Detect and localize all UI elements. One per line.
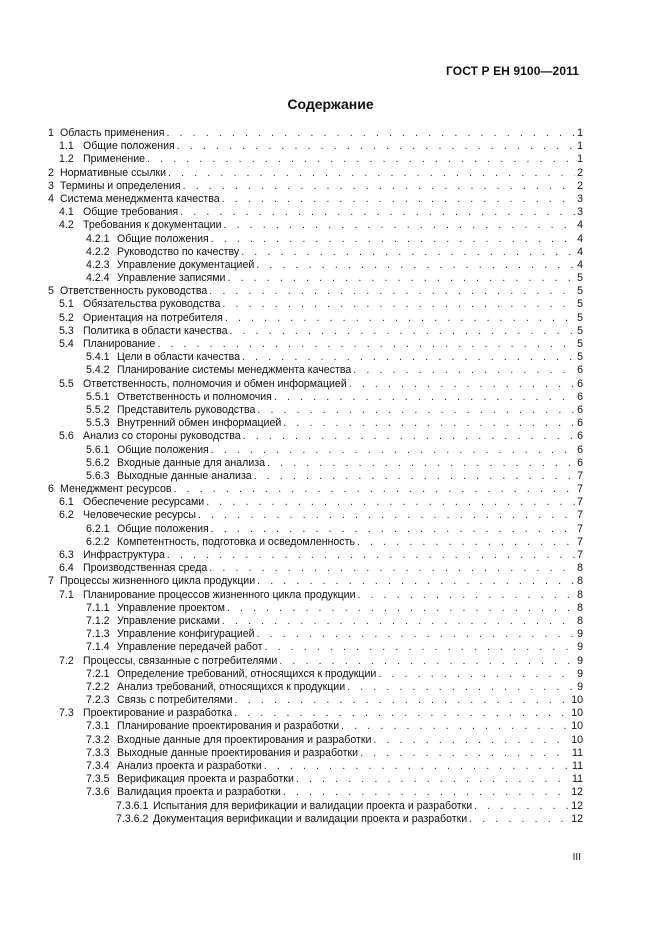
toc-entry-number: 6.4 [59, 562, 74, 575]
dot-leader [283, 417, 575, 430]
dot-leader [265, 641, 576, 654]
dot-leader [256, 259, 575, 272]
toc-entry-title: Планирование [83, 338, 156, 350]
toc-entry-title: Общие положения [117, 443, 209, 456]
toc-entry-number: 5.4 [59, 338, 74, 350]
toc-entry-number: 5 [48, 285, 54, 298]
dot-leader [167, 549, 575, 562]
toc-entry-page: 7 [577, 549, 583, 561]
toc-entry-title: Применение [83, 153, 146, 166]
toc-entry-page: 5 [577, 311, 583, 324]
dot-leader [378, 668, 575, 681]
toc-entry[interactable] [48, 193, 583, 206]
dot-leader [177, 140, 575, 153]
toc-entry-number: 4.1 [59, 206, 74, 219]
toc-entry-page: 8 [577, 588, 583, 601]
toc-entry-page: 6 [577, 403, 583, 416]
toc-entry-number: 7.3.4 [86, 760, 110, 772]
toc-entry[interactable] [48, 127, 583, 140]
toc-entry-number: 6.2.1 [86, 522, 110, 535]
dot-leader [347, 681, 575, 694]
toc-entry[interactable] [48, 589, 583, 602]
toc-entry[interactable] [48, 602, 583, 615]
dot-leader [227, 602, 575, 615]
toc-entry[interactable] [48, 536, 583, 549]
table-of-contents [48, 127, 583, 826]
toc-entry-title: Испытания для верификации и валидации проекта и разработки [153, 799, 473, 812]
dot-leader [357, 536, 575, 549]
toc-entry-page: 4 [577, 232, 583, 245]
dot-leader [183, 180, 575, 193]
toc-entry[interactable] [48, 338, 583, 351]
toc-entry[interactable] [48, 681, 583, 694]
dot-leader [222, 193, 575, 206]
toc-entry-page: 5 [577, 285, 583, 298]
dot-leader [349, 378, 575, 391]
toc-entry-title: Процессы, связанные с потребителями [83, 654, 278, 667]
toc-entry-page: 4 [577, 245, 583, 258]
toc-entry-page: 8 [577, 601, 583, 614]
toc-entry-number: 7.3.6 [86, 786, 110, 799]
dot-leader [264, 760, 570, 773]
dot-leader [296, 773, 570, 786]
toc-entry-page: 7 [577, 522, 583, 535]
toc-entry[interactable] [48, 364, 583, 377]
toc-entry-page: 11 [572, 746, 583, 759]
toc-entry-title: Общие положения [117, 232, 209, 245]
toc-entry-number: 7.3 [59, 707, 74, 720]
toc-entry-page: 2 [577, 166, 583, 179]
toc-entry-number: 7.2.1 [86, 667, 110, 680]
toc-entry-number: 5.1 [59, 298, 74, 311]
document-code: ГОСТ Р ЕН 9100—2011 [446, 64, 579, 78]
toc-entry[interactable] [48, 720, 583, 733]
toc-entry[interactable] [48, 167, 583, 180]
toc-entry-number: 6.2.2 [86, 535, 110, 548]
dot-leader [283, 786, 569, 799]
toc-entry-page: 6 [577, 443, 583, 456]
toc-entry[interactable] [48, 549, 583, 562]
toc-entry-title: Верификация проекта и разработки [117, 773, 294, 786]
toc-entry-number: 7.3.3 [86, 746, 110, 759]
toc-entry-page: 12 [571, 799, 583, 812]
toc-entry-number: 7 [48, 575, 54, 588]
dot-leader [469, 813, 569, 826]
toc-entry[interactable] [48, 259, 583, 272]
toc-entry[interactable] [48, 417, 583, 430]
dot-leader [257, 575, 575, 588]
toc-entry-page: 4 [577, 258, 583, 271]
toc-entry-page: 9 [577, 667, 583, 680]
toc-entry[interactable] [48, 575, 583, 588]
dot-leader [235, 694, 569, 707]
toc-entry-number: 7.3.2 [86, 733, 110, 746]
toc-entry-page: 8 [577, 614, 583, 627]
toc-entry[interactable] [48, 773, 583, 786]
dot-leader [209, 562, 575, 575]
toc-entry-page: 6 [577, 430, 583, 443]
toc-entry-title: Требования к документации [83, 219, 222, 232]
toc-entry[interactable] [48, 180, 583, 193]
toc-entry-page: 12 [571, 786, 583, 799]
toc-entry-title: Менеджмент ресурсов [60, 483, 172, 496]
dot-leader [257, 404, 575, 417]
toc-entry-number: 4.2.3 [86, 258, 110, 271]
toc-entry[interactable] [48, 641, 583, 654]
toc-entry-page: 10 [571, 720, 583, 733]
toc-entry-number: 5.2 [59, 311, 74, 324]
toc-entry-number: 6.3 [59, 549, 74, 561]
toc-entry-number: 6.1 [59, 496, 74, 509]
toc-entry-page: 6 [577, 390, 583, 403]
toc-entry-page: 10 [571, 733, 583, 746]
toc-entry-title: Процессы жизненного цикла продукции [60, 575, 256, 588]
dot-leader [211, 523, 575, 536]
toc-entry[interactable] [48, 707, 583, 720]
toc-entry[interactable] [48, 786, 583, 799]
toc-entry-title: Система менеджмента качества [60, 192, 220, 205]
toc-entry[interactable] [48, 219, 583, 232]
toc-entry-number: 1.2 [59, 153, 74, 166]
dot-leader [209, 285, 575, 298]
toc-entry-title: Управление записями [117, 272, 226, 285]
toc-entry-page: 5 [577, 298, 583, 311]
toc-entry-number: 4.2.2 [86, 245, 110, 258]
dot-leader [211, 444, 575, 457]
toc-entry[interactable] [48, 483, 583, 496]
toc-entry[interactable] [48, 562, 583, 575]
toc-entry[interactable] [48, 391, 583, 404]
toc-entry-title: Входные данные для проектирования и разработки [117, 733, 372, 746]
toc-entry-page: 5 [577, 324, 583, 337]
toc-entry-number: 5.4.2 [86, 364, 110, 377]
toc-entry-page: 9 [577, 641, 583, 654]
toc-entry-number: 5.5.1 [86, 390, 110, 403]
toc-entry[interactable] [48, 615, 583, 628]
dot-leader [279, 655, 575, 668]
toc-entry-number: 7.3.5 [86, 773, 110, 786]
toc-entry-page: 5 [577, 351, 583, 364]
dot-leader [267, 457, 575, 470]
dot-leader [223, 219, 575, 232]
dot-leader [353, 364, 575, 377]
toc-entry-title: Внутренний обмен информацией [117, 417, 282, 430]
toc-entry-title: Обеспечение ресурсами [83, 496, 205, 509]
toc-entry-number: 5.3 [59, 324, 74, 337]
toc-entry-title: Документация верификации и валидации проекта и разработки [153, 812, 468, 825]
toc-entry-number: 5.5.3 [86, 417, 110, 430]
toc-entry-page: 6 [577, 377, 583, 390]
toc-title: Содержание [287, 96, 374, 112]
toc-entry-page: 6 [577, 456, 583, 469]
toc-entry-number: 5.4.1 [86, 351, 110, 364]
toc-entry-title: Термины и определения [60, 179, 181, 192]
toc-entry[interactable] [48, 312, 583, 325]
toc-entry-number: 3 [48, 179, 54, 192]
toc-entry-title: Ответственность и полномочия [117, 390, 272, 403]
toc-entry-page: 1 [577, 127, 583, 139]
toc-entry-number: 4.2 [59, 219, 74, 232]
toc-entry-number: 5.5.2 [86, 403, 110, 416]
toc-entry-title: Анализ требований, относящихся к продукции [117, 680, 346, 693]
toc-entry-page: 11 [572, 773, 583, 786]
toc-entry-number: 5.6.1 [86, 443, 110, 456]
toc-entry[interactable] [48, 694, 583, 707]
toc-entry[interactable] [48, 378, 583, 391]
toc-entry-number: 5.6.2 [86, 456, 110, 469]
toc-entry[interactable] [48, 233, 583, 246]
toc-entry-number: 2 [48, 166, 54, 179]
toc-entry-number: 7.3.6.1 [116, 799, 149, 812]
toc-entry-page: 7 [577, 496, 583, 509]
toc-entry-page: 9 [577, 628, 583, 641]
dot-leader [243, 430, 575, 443]
toc-entry-number: 7.1 [59, 588, 74, 601]
toc-entry-number: 7.2.3 [86, 694, 110, 707]
toc-entry-title: Управление рисками [117, 614, 220, 627]
toc-entry-page: 5 [577, 272, 583, 285]
toc-entry-number: 5.6.3 [86, 469, 110, 482]
toc-entry-page: 1 [577, 153, 583, 166]
toc-entry[interactable] [48, 404, 583, 417]
toc-entry-title: Область применения [60, 127, 165, 139]
toc-entry-title: Управление передачей работ [117, 641, 263, 654]
dot-leader [373, 734, 569, 747]
toc-entry-title: Общие положения [83, 140, 175, 153]
toc-entry-title: Проектирование и разработка [83, 707, 233, 720]
toc-entry-number: 7.1.4 [86, 641, 110, 654]
toc-entry-number: 5.5 [59, 377, 74, 390]
toc-entry-number: 7.3.6.2 [116, 812, 149, 825]
dot-leader [274, 391, 575, 404]
toc-entry-number: 4 [48, 192, 54, 205]
toc-entry-title: Политика в области качества [83, 324, 228, 337]
toc-entry-title: Человеческие ресурсы [83, 509, 196, 522]
toc-entry[interactable] [48, 523, 583, 536]
toc-entry-title: Управление конфигурацией [117, 628, 255, 641]
toc-entry-title: Определение требований, относящихся к продукции [117, 667, 377, 680]
toc-entry-page: 9 [577, 680, 583, 693]
toc-entry-page: 2 [577, 179, 583, 192]
toc-entry-number: 4.2.1 [86, 232, 110, 245]
toc-entry-number: 6.2 [59, 509, 74, 522]
dot-leader [341, 720, 569, 733]
toc-entry-number: 7.2.2 [86, 680, 110, 693]
toc-entry-title: Инфраструктура [83, 549, 165, 561]
toc-entry[interactable] [48, 206, 583, 219]
toc-entry[interactable] [48, 760, 583, 773]
toc-entry-title: Планирование системы менеджмента качества [117, 364, 352, 377]
toc-entry-page: 1 [577, 140, 583, 153]
toc-entry-number: 7.1.2 [86, 614, 110, 627]
toc-entry[interactable] [48, 153, 583, 166]
toc-entry[interactable] [48, 655, 583, 668]
toc-entry-page: 7 [577, 469, 583, 482]
toc-entry-title: Входные данные для анализа [117, 456, 266, 469]
toc-entry-title: Выходные данные анализа [117, 469, 252, 482]
toc-entry-title: Выходные данные проектирования и разработки [117, 746, 359, 759]
toc-entry-title: Нормативные ссылки [60, 166, 167, 179]
dot-leader [254, 470, 575, 483]
toc-entry-title: Управление проектом [117, 601, 225, 614]
toc-entry[interactable] [48, 351, 583, 364]
toc-entry-number: 7.1.3 [86, 628, 110, 641]
toc-entry-number: 7.3.1 [86, 720, 110, 733]
toc-entry-page: 11 [572, 760, 583, 772]
toc-entry[interactable] [48, 272, 583, 285]
dot-leader [225, 312, 575, 325]
toc-entry-page: 4 [577, 219, 583, 232]
dot-leader [360, 747, 570, 760]
toc-entry-title: Управление документацией [117, 258, 255, 271]
toc-entry-number: 7.1.1 [86, 601, 110, 614]
dot-leader [241, 246, 575, 259]
dot-leader [180, 206, 575, 219]
toc-entry[interactable] [48, 246, 583, 259]
dot-leader [206, 496, 575, 509]
dot-leader [234, 707, 569, 720]
toc-entry[interactable] [48, 444, 583, 457]
toc-entry-title: Обязательства руководства [83, 298, 221, 311]
dot-leader [257, 628, 576, 641]
dot-leader [147, 153, 575, 166]
toc-entry-title: Ответственность, полномочия и обмен информацией [83, 377, 347, 390]
toc-entry-page: 7 [577, 535, 583, 548]
toc-entry-page: 6 [577, 364, 583, 377]
toc-entry[interactable] [48, 457, 583, 470]
toc-entry-title: Планирование проектирования и разработки [117, 720, 340, 733]
toc-entry-title: Цели в области качества [117, 351, 241, 364]
toc-entry-title: Планирование процессов жизненного цикла продукции [83, 588, 356, 601]
toc-entry-page: 10 [571, 694, 583, 707]
toc-entry-page: 8 [577, 575, 583, 588]
toc-entry[interactable] [48, 800, 583, 813]
toc-entry[interactable] [48, 668, 583, 681]
toc-entry-page: 9 [577, 654, 583, 667]
toc-entry-title: Валидация проекта и разработки [117, 786, 281, 799]
dot-leader [474, 800, 569, 813]
toc-entry-number: 7.2 [59, 654, 74, 667]
toc-entry-page: 6 [577, 417, 583, 430]
toc-entry-title: Связь с потребителями [117, 694, 233, 707]
toc-entry-title: Компетентность, подготовка и осведомленность [117, 535, 355, 548]
toc-entry[interactable] [48, 496, 583, 509]
dot-leader [198, 509, 575, 522]
dot-leader [166, 127, 575, 140]
toc-entry[interactable] [48, 285, 583, 298]
toc-entry-title: Руководство по качеству [117, 245, 240, 258]
toc-entry-number: 1.1 [59, 140, 74, 153]
dot-leader [168, 167, 575, 180]
toc-entry[interactable] [48, 470, 583, 483]
toc-entry-title: Производственная среда [83, 562, 208, 575]
dot-leader [242, 351, 575, 364]
dot-leader [222, 298, 575, 311]
toc-entry[interactable] [48, 509, 583, 522]
toc-entry-number: 4.2.4 [86, 272, 110, 285]
toc-entry-page: 5 [577, 338, 583, 350]
dot-leader [358, 589, 576, 602]
toc-entry[interactable] [48, 325, 583, 338]
dot-leader [157, 338, 575, 351]
dot-leader [211, 233, 575, 246]
toc-entry-number: 5.6 [59, 430, 74, 443]
toc-entry-title: Общие требования [83, 206, 179, 219]
toc-entry-page: 7 [577, 509, 583, 522]
toc-entry-title: Анализ со стороны руководства [83, 430, 241, 443]
toc-entry-page: 8 [577, 562, 583, 575]
toc-entry-title: Анализ проекта и разработки [117, 760, 262, 772]
toc-entry-title: Ориентация на потребителя [83, 311, 223, 324]
page-number: III [572, 852, 581, 863]
dot-leader [227, 272, 575, 285]
toc-entry[interactable] [48, 628, 583, 641]
dot-leader [229, 325, 575, 338]
toc-entry-page: 7 [577, 483, 583, 496]
toc-entry[interactable] [48, 747, 583, 760]
dot-leader [174, 483, 576, 496]
toc-entry-title: Ответственность руководства [60, 285, 208, 298]
toc-entry[interactable] [48, 140, 583, 153]
dot-leader [222, 615, 575, 628]
toc-entry-page: 12 [571, 812, 583, 825]
toc-entry-title: Представитель руководства [117, 403, 256, 416]
toc-entry-number: 6 [48, 483, 54, 496]
toc-entry-number: 1 [48, 127, 54, 139]
toc-entry-page: 3 [577, 192, 583, 205]
toc-entry-page: 3 [577, 206, 583, 219]
toc-entry[interactable] [48, 298, 583, 311]
toc-entry-page: 10 [571, 707, 583, 720]
toc-entry-title: Общие положения [117, 522, 209, 535]
toc-entry[interactable] [48, 813, 583, 826]
toc-entry[interactable] [48, 430, 583, 443]
toc-entry[interactable] [48, 734, 583, 747]
